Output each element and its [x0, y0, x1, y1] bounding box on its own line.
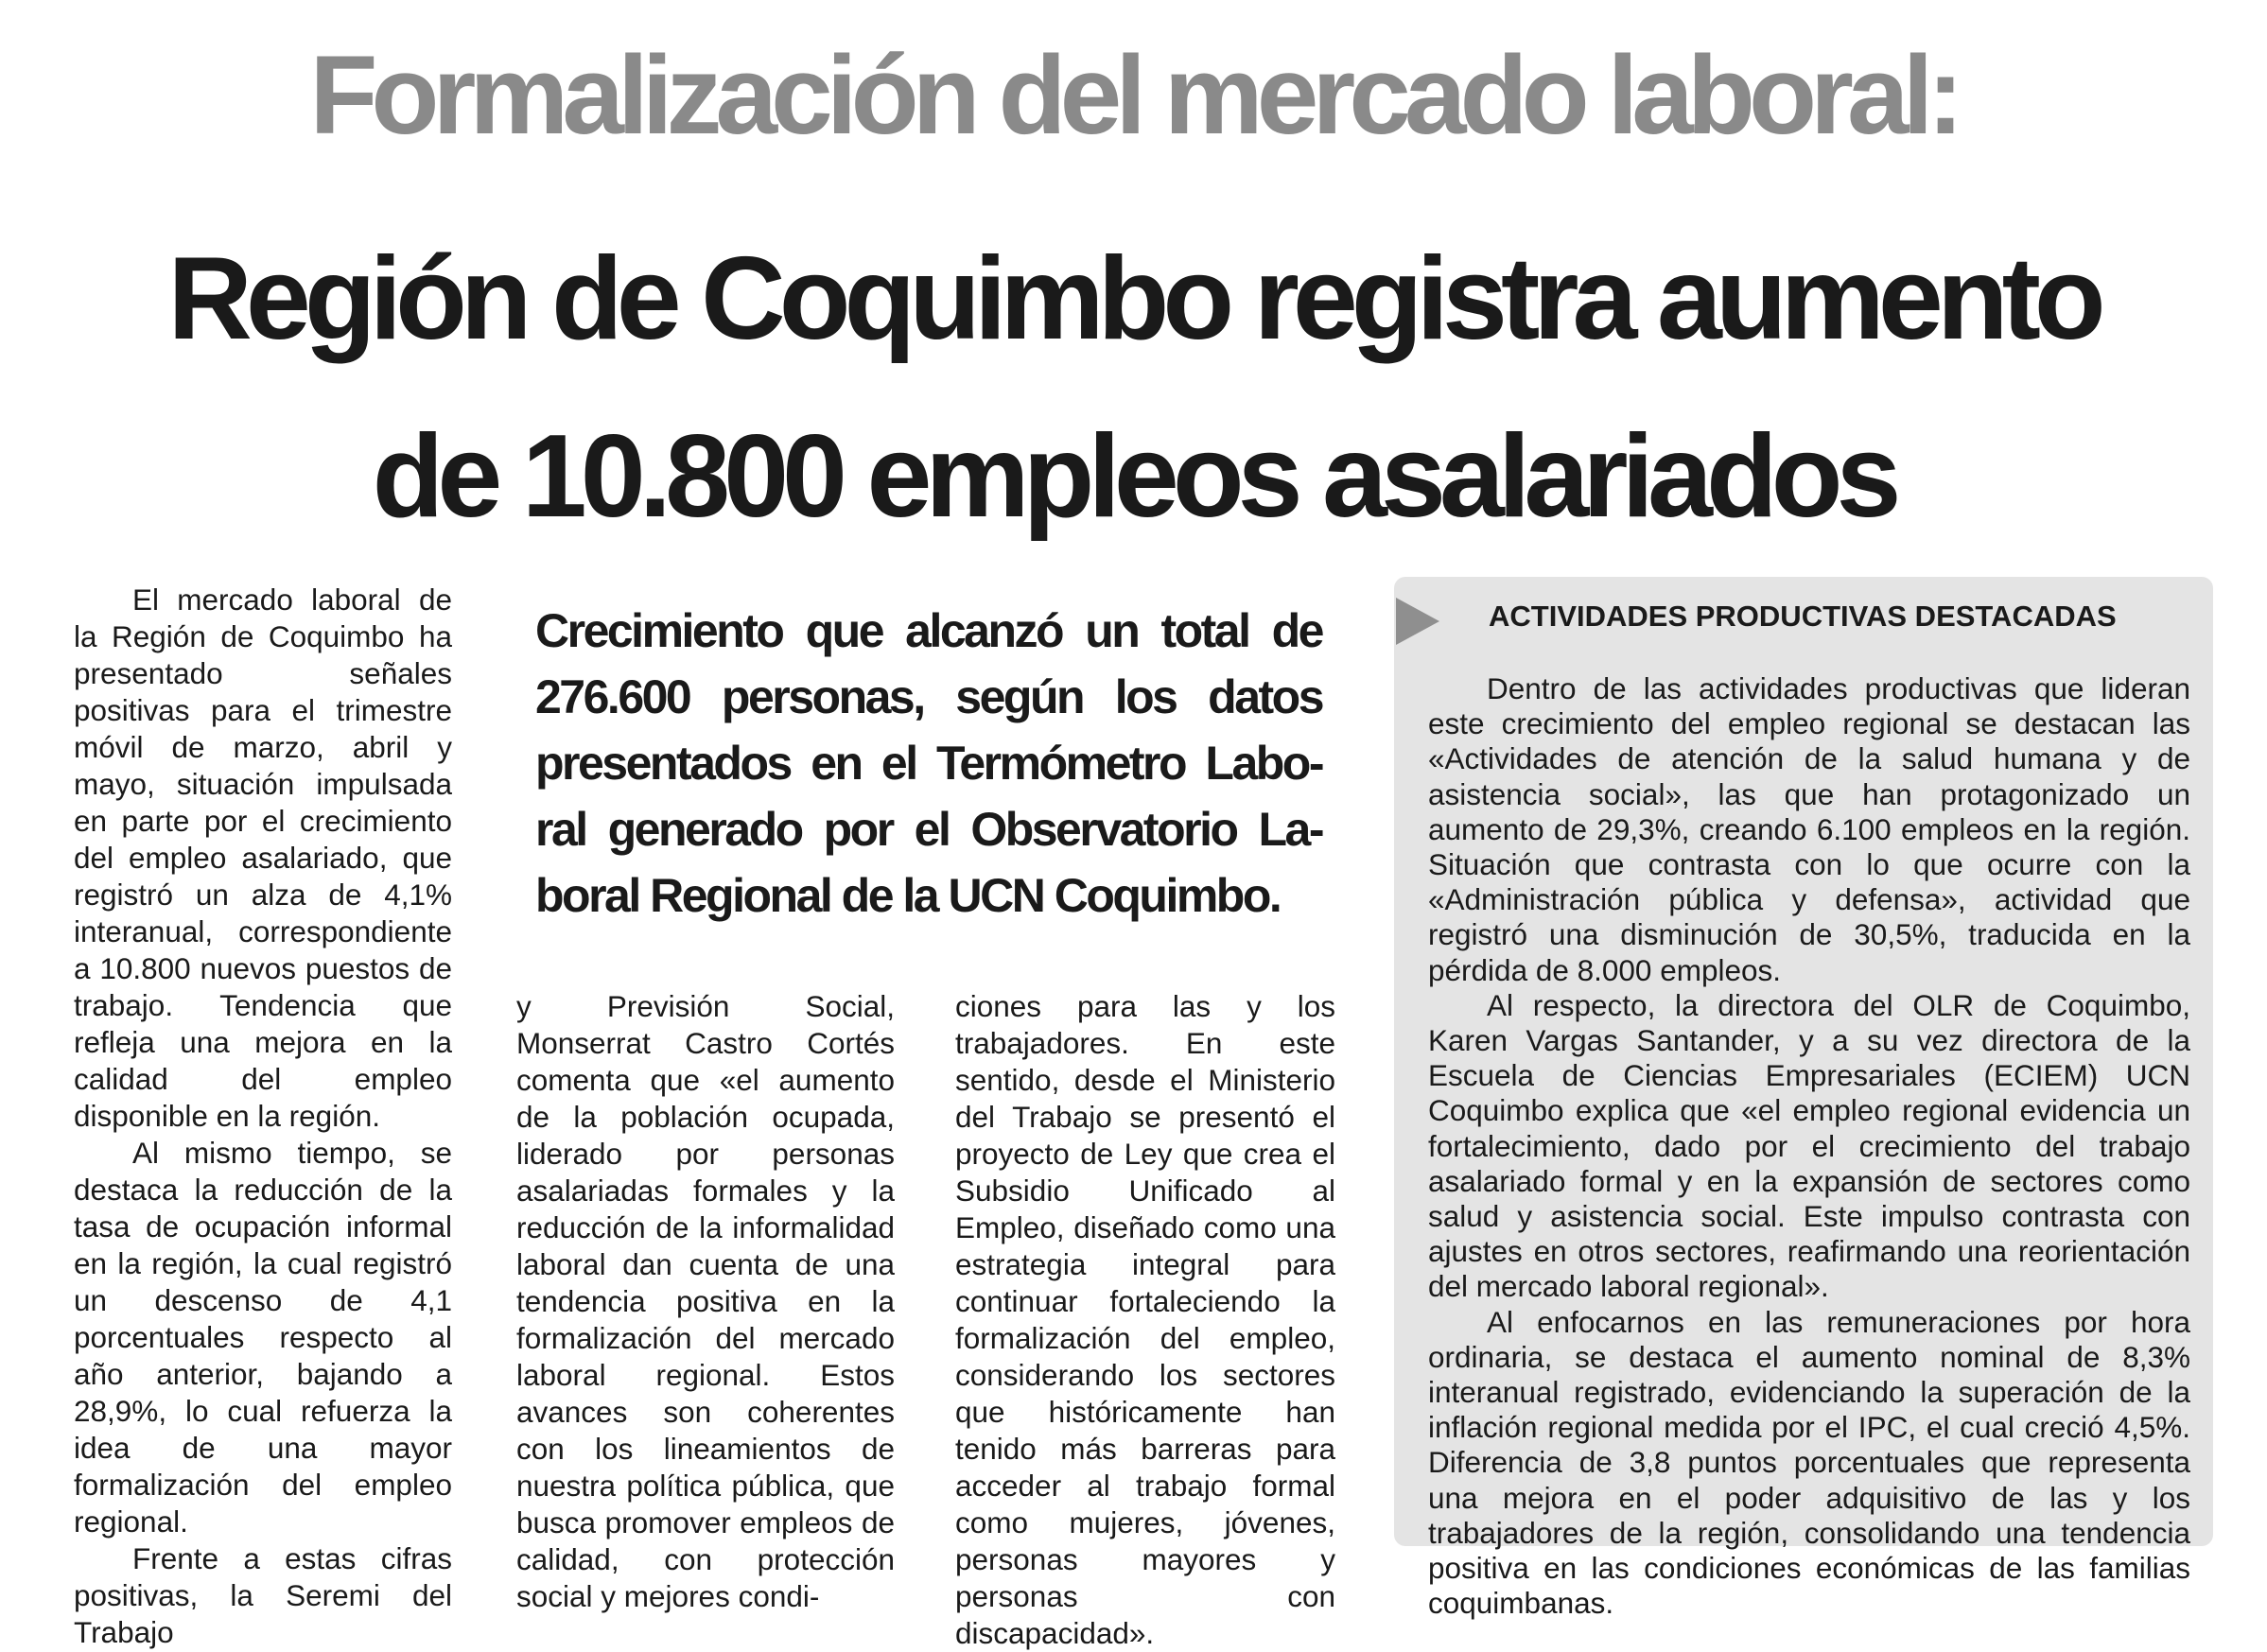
- sidebar-paragraph: Dentro de las actividades productivas que lideran este crecimiento del empleo regional se destacan las «Actividades de atención de la salud humana y de asistencia social», las que han protagonizado un aumento de 29,3%, creando 6.100 empleos en la región. Situación que contrasta con lo que ocurre con la «Administración pública y defensa», actividad que registró una disminución de 30,5%, traducida en la pérdida de 8.000 empleos.: [1428, 671, 2190, 987]
- body-paragraph: ciones para las y los trabajadores. En este sentido, desde el Ministerio del Trabajo se presentó el proyecto de Ley que crea el Subsidio Unificado al Empleo, diseñado como una estrategia integral para continuar fortaleciendo la formalización del empleo, considerando los sectores que históricamente han tenido más barreras para acceder al trabajo formal como mujeres, jóvenes, personas mayores y personas con discapacidad».: [955, 989, 1335, 1650]
- headline-line-1: Región de Coquimbo registra aumento: [167, 234, 2100, 364]
- article-headline: [0, 210, 2267, 565]
- deck-line-2: 276.600 personas, según los datos: [535, 670, 1322, 723]
- body-paragraph: El mercado laboral de la Región de Coquimbo ha presentado señales positivas para el trimestre móvil de marzo, abril y mayo, situación impulsada en parte por el crecimiento del empleo asalariado, que registró un alza de 4,1% interanual, correspondiente a 10.800 nuevos puestos de trabajo. Tendencia que refleja una mejora en la calidad del empleo disponible en la región.: [74, 583, 452, 1133]
- sidebar-body: [1428, 671, 2190, 1621]
- body-column-2: [516, 988, 895, 1615]
- body-paragraph: Al mismo tiempo, se destaca la reducción de la tasa de ocupación informal en la región, la cual registró un descenso de 4,1 porcentuales respecto al año anterior, bajando a 28,9%, lo cual refuerza la idea de una mayor formalización del empleo regional.: [74, 1136, 452, 1539]
- sidebar-paragraph: Al respecto, la directora del OLR de Coquimbo, Karen Vargas Santander, y a su vez directora de la Escuela de Ciencias Empresariales (ECIEM) UCN Coquimbo explica que «el empleo regional evidencia un fortalecimiento, dado por el crecimiento del trabajo asalariado formal y en la expansión de sectores como salud y asistencia social. Este impulso contrasta con ajustes en otros sectores, reafirmando una reorientación del mercado laboral regional».: [1428, 987, 2190, 1304]
- sidebar-title: ACTIVIDADES PRODUCTIVAS DESTACADAS: [1489, 600, 2117, 633]
- sidebar-paragraph: Al enfocarnos en las remuneraciones por hora ordinaria, se destaca el aumento nominal de 8,3% interanual registrado, evidenciando la superación de la inflación regional medida por el IPC, el cual creció 4,5%. Diferencia de 3,8 puntos porcentuales que representa una mejora en el poder adquisitivo de las y los trabajadores de la región, consolidando una tendencia positiva en las condiciones económicas de las familias coquimbanas.: [1428, 1304, 2190, 1621]
- deck-line-3: presentados en el Termómetro Labo-: [535, 737, 1322, 790]
- article-kicker: Formalización del mercado laboral:: [309, 33, 1958, 158]
- deck-line-5: boral Regional de la UCN Coquimbo.: [535, 869, 1281, 922]
- deck-line-1: Crecimiento que alcanzó un total de: [535, 604, 1322, 657]
- triangle-marker-icon: [1396, 598, 1439, 645]
- headline-line-2: de 10.800 empleos asalariados: [372, 411, 1895, 542]
- body-paragraph: Frente a estas cifras positivas, la Seremi del Trabajo: [74, 1541, 452, 1649]
- body-paragraph: y Previsión Social, Monserrat Castro Cortés comenta que «el aumento de la población ocupada, liderado por personas asalariadas formales y la reducción de la informalidad laboral dan cuenta de una tendencia positiva en la formalización del mercado laboral regional. Estos avances son coherentes con los lineamientos de nuestra política pública, que busca promover empleos de calidad, con protección social y mejores condi-: [516, 989, 895, 1613]
- body-column-1: [74, 582, 452, 1651]
- deck-line-4: ral generado por el Observatorio La-: [535, 803, 1322, 856]
- body-column-3: [955, 988, 1335, 1652]
- article-deck: [535, 598, 1322, 929]
